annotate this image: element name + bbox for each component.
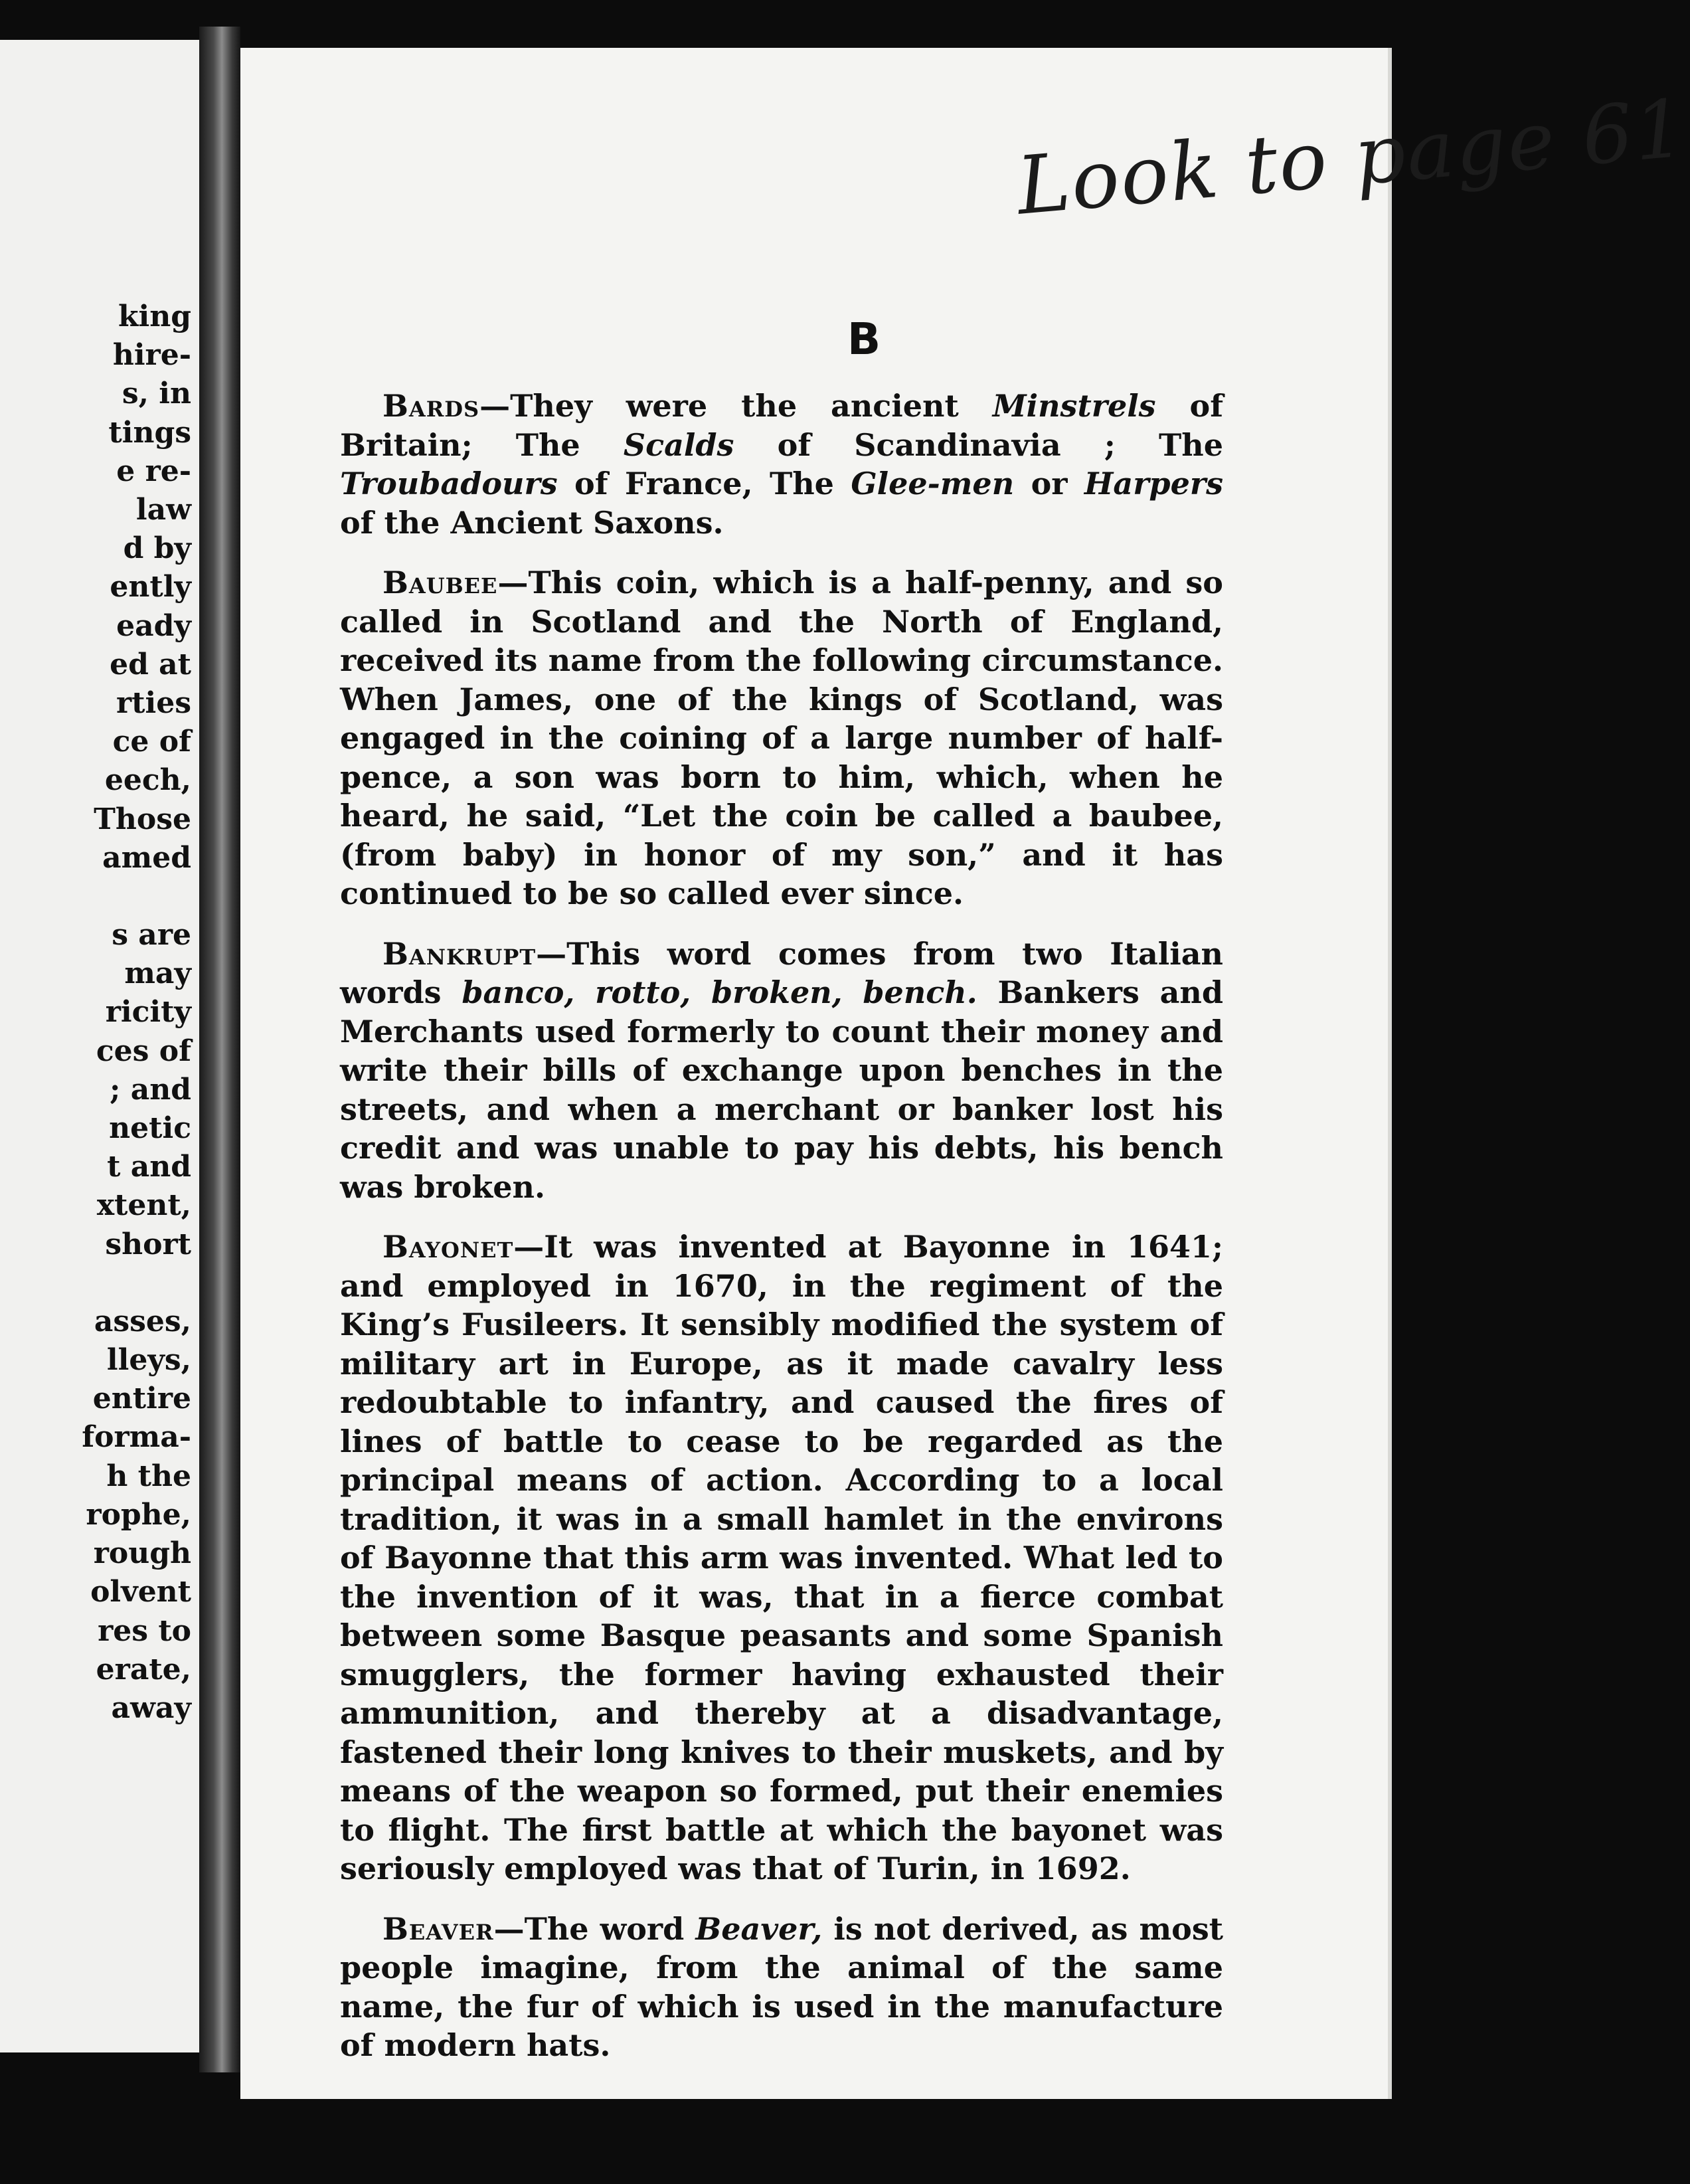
facing-page-text	[5, 298, 191, 1728]
fragment-line: ricity	[105, 995, 191, 1030]
fragment-line: amed	[102, 840, 191, 875]
entry-text: Glee-men	[851, 466, 1015, 501]
fragment-line: ces of	[96, 1034, 191, 1068]
fragment-line: erate,	[96, 1652, 191, 1686]
fragment-line: asses,	[94, 1304, 191, 1338]
entry-text: Beaver,	[695, 1910, 823, 1947]
fragment-line: king	[118, 300, 191, 333]
entry-text: Troubadours	[340, 466, 558, 501]
entry-headword: Beaver	[382, 1910, 494, 1947]
entry-text: banco, rotto, broken, bench.	[462, 974, 977, 1010]
entry-text: Harpers	[1084, 466, 1223, 501]
fragment-line: hire-	[112, 338, 191, 373]
fragment-line: Those	[94, 802, 191, 836]
fragment-line: eech,	[104, 763, 191, 798]
fragment-line: xtent,	[96, 1188, 191, 1223]
fragment-line: law	[135, 493, 191, 527]
fragment-line: short	[105, 1227, 191, 1261]
entry-headword: Bards	[382, 388, 480, 424]
entry-baubee	[340, 563, 1223, 913]
fragment-line: res to	[98, 1613, 191, 1648]
entry-headword: Baubee	[382, 565, 498, 600]
fragment-line: h the	[106, 1459, 191, 1493]
fragment-line: eady	[116, 608, 191, 643]
entry-text: Bankers and Merchants used formerly to count their money and write their bills of exchange upon benches in the streets, and when a merchant or banker lost his credit and was unable to pay his debts, his bench was broken.	[340, 974, 1223, 1205]
entry-text: —This coin, which is a half-penny, and so called in Scotland and the North of England, received its name from the following circumstance. When James, one of the kings of Scotland, was engaged in the coining of a large number of half-pence, a son was born to him, which, when he heard, he said, “Let the coin be called a baubee, (from baby) in honor of my son,” and it has continued to be so called ever since.	[340, 565, 1223, 911]
facing-page-fragment	[0, 40, 199, 2052]
fragment-line: away	[111, 1690, 191, 1725]
entry-text: —It was invented at Bayonne in 1641; and employed in 1670, in the regiment of the King’s Fusileers. It sensibly modified the system of military art in Europe, as it made cavalry less redoubtable to infantry, and caused the fires of lines of battle to cease to be regarded as the principal means of action. According to a local tradition, it was in a small hamlet in the environs of Bayonne that this arm was invented. What led to the invention of it was, that in a fierce combat between some Basque peasants and some Spanish smugglers, the former having exhausted their ammunition, and thereby at a disadvantage, fastened their long knives to their muskets, and by means of the weapon so formed, put their enemies to flight. The first battle at which the bayonet was seriously employed was that of Turin, in 1692.	[340, 1229, 1223, 1886]
section-letter-heading: B	[847, 314, 881, 365]
fragment-line: olvent	[90, 1575, 191, 1609]
fragment-line: rophe,	[86, 1497, 191, 1532]
fragment-line: netic	[109, 1111, 191, 1146]
entry-bards	[340, 387, 1223, 542]
entry-bankrupt	[340, 935, 1223, 1207]
fragment-line: may	[124, 956, 191, 991]
fragment-line: ; and	[110, 1072, 191, 1107]
entry-text: of Scandinavia ; The	[734, 426, 1223, 463]
fragment-line: tings	[108, 415, 191, 450]
book-page	[240, 48, 1690, 2099]
entry-headword: Bayonet	[382, 1229, 514, 1265]
entry-headword: Bankrupt	[382, 935, 537, 972]
entry-text: of Britain; The	[340, 388, 1224, 463]
handwritten-note: Look to page 61	[1013, 82, 1690, 233]
fragment-line: d by	[123, 531, 191, 566]
entry-bayonet	[340, 1228, 1223, 1888]
fragment-line: lleys,	[106, 1343, 191, 1378]
fragment-line: rough	[93, 1536, 191, 1571]
entry-beaver	[340, 1910, 1223, 2065]
fragment-line: ce of	[112, 725, 191, 759]
fragment-line: ently	[110, 570, 191, 604]
entry-text: of the Ancient Saxons.	[340, 504, 724, 541]
entry-text: Scalds	[623, 426, 734, 463]
fragment-line: t and	[107, 1150, 191, 1184]
entry-text: —This word comes from two Italian words	[340, 935, 1223, 1010]
entry-text: is not derived, as most people imagine, from the animal of the same name, the fur of which is used in the manufacture of modern hats.	[340, 1910, 1223, 2063]
fragment-line: entire	[92, 1382, 191, 1416]
entry-text: —The word	[493, 1910, 696, 1947]
fragment-line: e re-	[116, 454, 191, 488]
fragment-line: ed at	[110, 647, 191, 682]
entry-text: of France, The	[557, 466, 851, 501]
dictionary-entries	[340, 387, 1223, 2086]
entry-text: —They were the ancient	[479, 388, 993, 424]
fragment-line: forma-	[82, 1420, 191, 1455]
fragment-line: s are	[112, 918, 191, 953]
entry-text: or	[1014, 466, 1084, 501]
fragment-line: rties	[116, 686, 191, 721]
fragment-line	[5, 1264, 191, 1303]
fragment-line: s, in	[122, 377, 191, 411]
entry-text: Minstrels	[992, 388, 1156, 424]
book-gutter	[199, 27, 240, 2072]
fragment-line	[5, 877, 191, 916]
